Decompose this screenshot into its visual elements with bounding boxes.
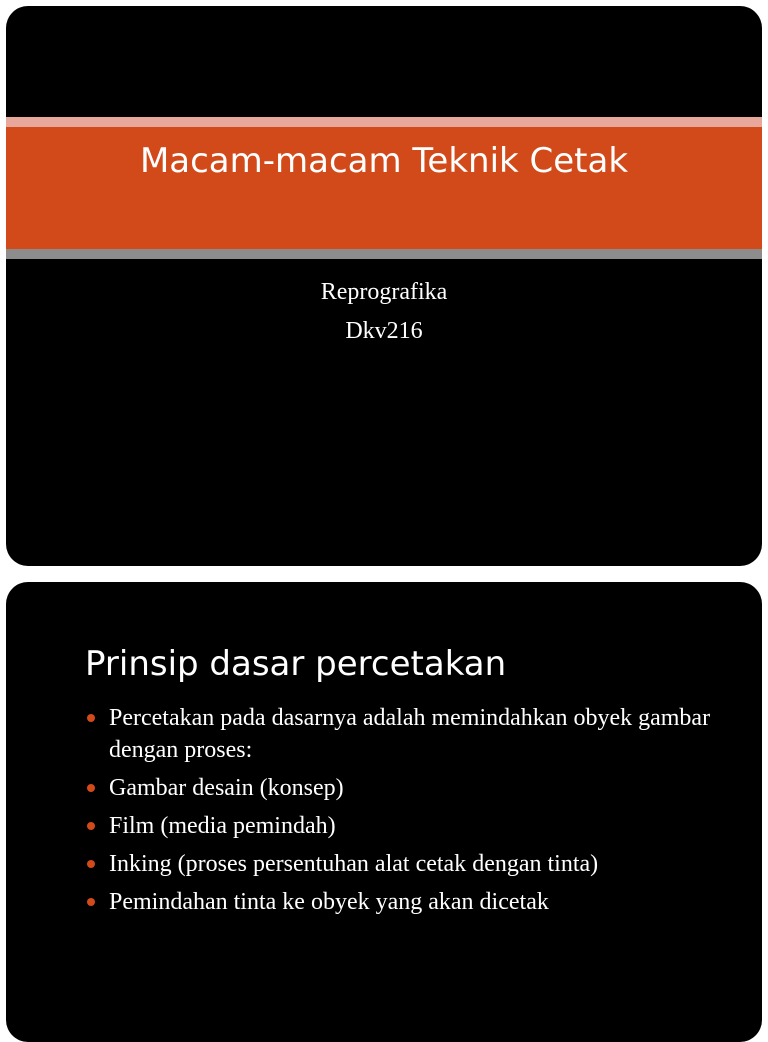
list-item-text: Percetakan pada dasarnya adalah memindahkan obyek gambar dengan proses: — [109, 705, 711, 763]
bullet-dot-icon — [87, 714, 95, 722]
list-item-text: Gambar desain (konsep) — [109, 775, 344, 801]
list-item — [85, 702, 745, 766]
list-item-text: Inking (proses persentuhan alat cetak dengan tinta) — [109, 851, 599, 877]
bullet-list — [85, 702, 745, 924]
list-item — [85, 886, 745, 918]
subtitle-line-1: Reprografika — [320, 279, 448, 305]
content-slide — [6, 582, 762, 1042]
list-item — [85, 810, 745, 842]
bullet-dot-icon — [87, 860, 95, 868]
slide-title: Macam-macam Teknik Cetak — [139, 141, 629, 181]
list-item — [85, 848, 745, 880]
list-item-text: Film (media pemindah) — [109, 813, 336, 839]
bullet-dot-icon — [87, 784, 95, 792]
list-item — [85, 772, 745, 804]
subtitle-line-2: Dkv216 — [345, 318, 423, 344]
title-slide — [6, 6, 762, 566]
bullet-dot-icon — [87, 898, 95, 906]
bullet-dot-icon — [87, 822, 95, 830]
title-band-bottom-stripe — [6, 249, 762, 259]
title-band-top-stripe — [6, 117, 762, 127]
list-item-text: Pemindahan tinta ke obyek yang akan dicetak — [109, 889, 549, 915]
content-slide-title: Prinsip dasar percetakan — [85, 644, 507, 684]
